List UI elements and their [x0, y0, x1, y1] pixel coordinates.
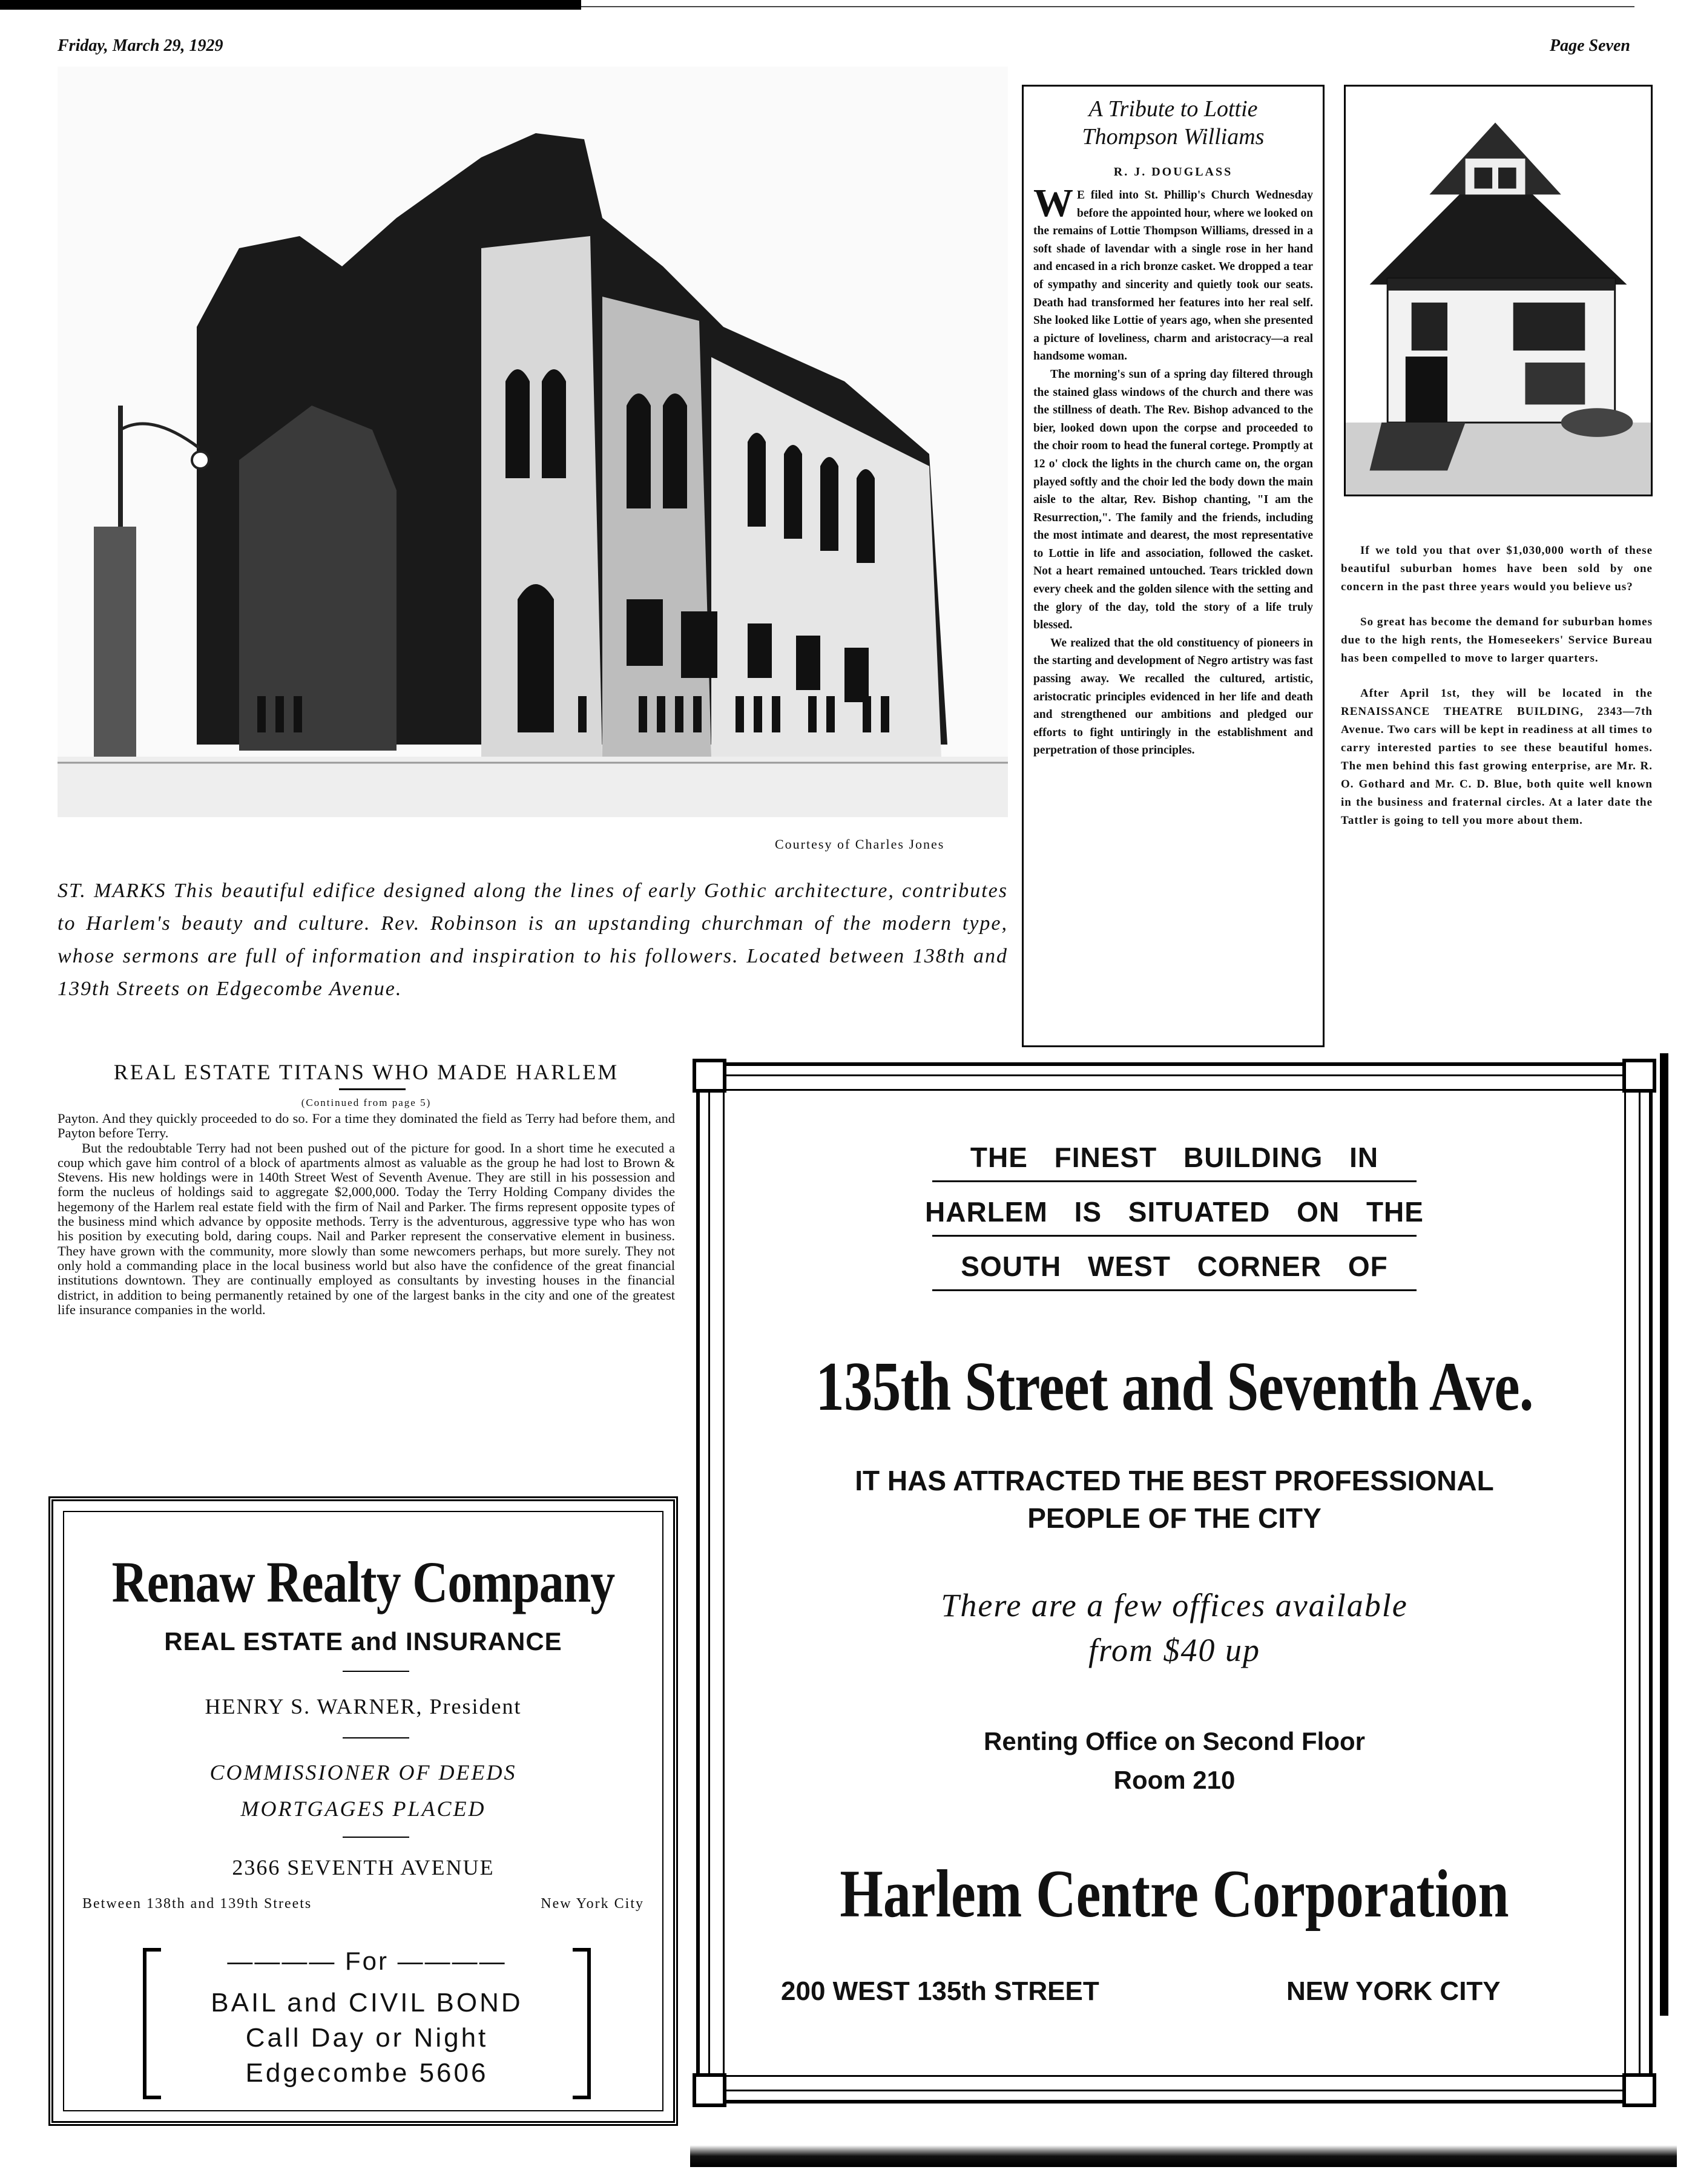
border-line — [696, 1074, 1653, 1076]
titans-body — [58, 1111, 675, 1317]
bail-line1: BAIL and CIVIL BOND — [211, 1988, 523, 2018]
headline-rule — [339, 1088, 406, 1090]
top-rule-thin — [581, 6, 1634, 7]
divider — [343, 1737, 409, 1738]
border-line — [696, 2090, 1653, 2091]
bail-lines — [143, 1985, 591, 2091]
page-bottom-shadow — [690, 2131, 1677, 2167]
house-photo — [1344, 85, 1653, 496]
attracted-text — [696, 1462, 1653, 1537]
offices-line2: from $40 up — [1088, 1632, 1260, 1668]
tribute-p3: We realized that the old constituency of pioneers in the starting and development of Negro artistry was fast passing away. We recalled the cultured, artistic, aristocratic principles evidenced in her life and death and strengthened our ambitions and pledged our efforts to fight untiringly in the establishment and perpetration of those principles. — [1033, 636, 1313, 757]
ad-line3: SOUTH WEST CORNER OF — [961, 1251, 1388, 1282]
tribute-title-line1: A Tribute to Lottie — [1088, 96, 1258, 122]
harlem-centre-ad — [696, 1062, 1653, 2103]
attracted-line1: IT HAS ATTRACTED THE BEST PROFESSIONAL — [855, 1465, 1494, 1496]
titans-p1: Payton. And they quickly proceeded to do so. For a time they dominated the field as Terry had before them, and Payton before Terry. — [58, 1111, 675, 1141]
renaw-realty-ad — [48, 1496, 678, 2126]
commission-line1: COMMISSIONER OF DEEDS — [209, 1760, 517, 1784]
offices-available — [696, 1583, 1653, 1673]
homes-article — [1341, 542, 1653, 847]
tribute-p1: E filed into St. Phillip's Church Wednesday before the appointed hour, where we looked on the remains of Lottie Thompson Williams, dressed in a soft shade of lavendar with a single rose in her hand and encased in a rich bronze casket. We dropped a tear of sympathy and sincerity and quietly took our seats. Death had transformed her features into her real self. She looked like Lottie of years ago, when she presented a picture of loveliness, charm and aristocracy—a real handsome woman. — [1033, 189, 1313, 363]
corner-ornament — [1622, 1059, 1656, 1093]
underline — [932, 1289, 1417, 1291]
ad-line2: HARLEM IS SITUATED ON THE — [925, 1196, 1424, 1228]
homes-p3: After April 1st, they will be located in the RENAISSANCE THEATRE BUILDING, 2343—7th Avenue. Two cars will be kept in readiness at all times to carry interested parties to see these beautiful homes. The men behind this fast growing enterprise, are Mr. R. O. Gothard and Mr. C. D. Blue, both quite well known in the business and fraternal circles. At a later date the Tattler is going to tell you more about them. — [1341, 687, 1653, 827]
renting-office — [696, 1722, 1653, 1800]
divider — [343, 1671, 409, 1672]
bail-bond-box — [143, 1936, 591, 2111]
corner-ornament — [693, 1059, 726, 1093]
company-city: New York City — [541, 1896, 644, 1912]
tribute-title-line2: Thompson Williams — [1082, 124, 1265, 150]
for-line: ———— For ———— — [227, 1947, 507, 1975]
underline — [932, 1235, 1417, 1237]
church-photo — [58, 67, 1008, 817]
corporation-name: Harlem Centre Corporation — [840, 1857, 1509, 1932]
commission-line2: MORTGAGES PLACED — [240, 1797, 486, 1821]
dropcap: W — [1033, 181, 1073, 225]
tribute-byline: R. J. DOUGLASS — [1113, 165, 1233, 179]
street-headline: 135th Street and Seventh Ave. — [815, 1348, 1533, 1426]
president-name: HENRY S. WARNER, President — [205, 1694, 522, 1719]
tribute-title — [1033, 95, 1313, 151]
tribute-paragraph — [1033, 181, 1313, 366]
cross-streets: Between 138th and 139th Streets — [82, 1896, 312, 1912]
ad-inner-border — [63, 1511, 663, 2111]
renting-line1: Renting Office on Second Floor — [984, 1727, 1365, 1755]
corner-ornament — [693, 2073, 726, 2107]
company-name: Renaw Realty Company — [111, 1550, 615, 1614]
corporation-address: 200 WEST 135th STREET — [781, 1976, 1099, 2006]
corporation-city: NEW YORK CITY — [1286, 1976, 1501, 2006]
company-address: 2366 SEVENTH AVENUE — [232, 1855, 495, 1880]
renting-line2: Room 210 — [1113, 1766, 1236, 1794]
corner-ornament — [1622, 2073, 1656, 2107]
offices-line1: There are a few offices available — [941, 1587, 1408, 1623]
ad-line1: THE FINEST BUILDING IN — [970, 1142, 1379, 1173]
tribute-article — [1022, 85, 1325, 1047]
company-services: REAL ESTATE and INSURANCE — [164, 1627, 562, 1656]
homes-p2: So great has become the demand for suburban homes due to the high rents, the Homeseekers' Service Bureau has been compelled to move to larger quarters. — [1341, 616, 1653, 665]
bail-line2: Call Day or Night — [245, 2023, 489, 2053]
church-caption: ST. MARKS This beautiful edifice designed along the lines of early Gothic architecture, contributes to Harlem's beauty and culture. Rev. Robinson is an upstanding churchman of the modern type, whose sermons are full of information and inspiration to his followers. Located between 138th and 139th Streets on Edgecombe Avenue. — [58, 880, 1008, 1000]
titans-headline: REAL ESTATE TITANS WHO MADE HARLEM — [113, 1060, 619, 1084]
divider — [343, 1837, 409, 1838]
commission-lines — [64, 1754, 662, 1827]
page-edge-shadow — [1660, 1053, 1668, 2016]
top-rule — [0, 0, 581, 10]
titans-p2: But the redoubtable Terry had not been pushed out of the picture for good. In a short time he executed a coup which gave him control of a block of apartments almost as valuable as the group he had lost to Brown & Stevens. His new holdings were in 140th Street West of Seventh Avenue. They are still in his possession and form the nucleus of holdings said to aggregate $2,000,000. Today the Terry Holding Company divides the hegemony of the Harlem real estate field with the firm of Nail and Parker. The firms represent opposite types of the business mind which advance by opposite methods. Terry is the adventurous, aggressive type who has won his position by executing bold, daring coups. Nail and Parker represent the conservative element in business. They have grown with the community, more slowly than some newcomers perhaps, but more surely. They not only hold a commanding place in the local business world but also have the confidence of the great financial institutions downtown. They are continually employed as consultants by investing houses in the financial district, in addition to being permanently retained by one of the largest banks in the city and one of the greatest life insurance companies in the world. — [58, 1140, 675, 1317]
tribute-p2: The morning's sun of a spring day filtered through the stained glass windows of the church and there was the stillness of death. The Rev. Bishop advanced to the bier, looked down upon the corpse and proceeded to the choir room to head the funeral cortege. Promptly at 12 o' clock the lights in the church came on, the organ played softly and the choir led the body down the main aisle to the altar, Rev. Bishop chanting, "I am the Resurrection,". The family and the friends, including the most intimate and dearest, the most representative to Lottie in life and association, followed the casket. Not a heart remained untouched. Tears trickled down every cheek and the golden silence with the setting and the glory of the day, told the story of a life truly blessed. — [1033, 367, 1313, 632]
underline — [932, 1180, 1417, 1182]
homes-p1: If we told you that over $1,030,000 worth of these beautiful suburban homes have been sold by one concern in the past three years would you believe us? — [1341, 544, 1653, 593]
continued-note: (Continued from page 5) — [301, 1097, 432, 1108]
photo-credit: Courtesy of Charles Jones — [775, 837, 945, 852]
page-number: Page Seven — [1550, 36, 1630, 55]
bail-line3: Edgecombe 5606 — [245, 2058, 489, 2088]
issue-date: Friday, March 29, 1929 — [58, 36, 223, 55]
attracted-line2: PEOPLE OF THE CITY — [1027, 1502, 1321, 1534]
